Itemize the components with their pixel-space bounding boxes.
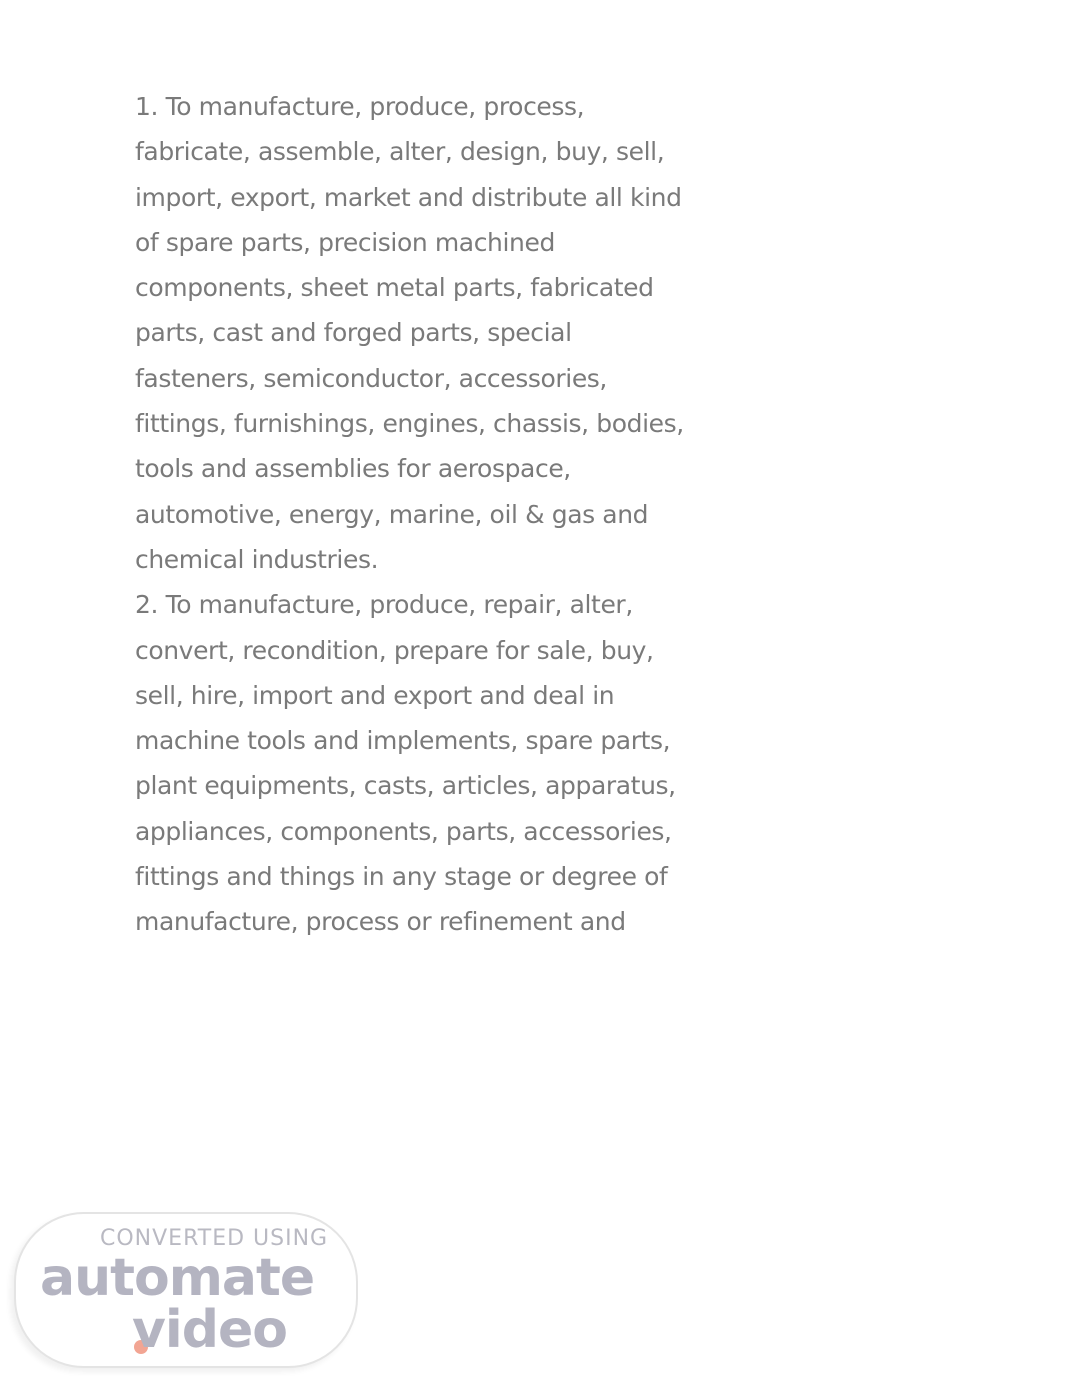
text-line: appliances, components, parts, accessories,: [135, 816, 672, 846]
text-line: convert, recondition, prepare for sale, buy,: [135, 635, 654, 665]
watermark-brand-sub: video: [132, 1300, 287, 1360]
text-line: fittings, furnishings, engines, chassis, bodies,: [135, 409, 684, 439]
text-line: machine tools and implements, spare parts,: [135, 726, 671, 756]
text-line: parts, cast and forged parts, special: [135, 318, 572, 348]
text-line: components, sheet metal parts, fabricated: [135, 273, 654, 303]
text-line: 1. To manufacture, produce, process,: [135, 92, 585, 121]
document-body: [135, 84, 735, 945]
text-line: tools and assemblies for aerospace,: [135, 454, 571, 484]
text-line: chemical industries.: [135, 544, 379, 574]
text-line: of spare parts, precision machined: [135, 227, 555, 257]
text-line: import, export, market and distribute all kind: [135, 182, 682, 212]
text-line: fittings and things in any stage or degree of: [135, 862, 668, 892]
text-line: 2. To manufacture, produce, repair, alter,: [135, 590, 633, 620]
watermark-brand-main: automate: [40, 1248, 315, 1308]
text-line: sell, hire, import and export and deal in: [135, 680, 615, 710]
text-line: fabricate, assemble, alter, design, buy, sell,: [135, 137, 665, 167]
text-line: fasteners, semiconductor, accessories,: [135, 363, 607, 393]
watermark-caption: CONVERTED USING: [100, 1226, 329, 1251]
watermark-badge: [14, 1212, 358, 1368]
text-line: manufacture, process or refinement and: [135, 907, 626, 937]
text-line: plant equipments, casts, articles, apparatus,: [135, 771, 676, 801]
text-line: automotive, energy, marine, oil & gas and: [135, 499, 649, 529]
